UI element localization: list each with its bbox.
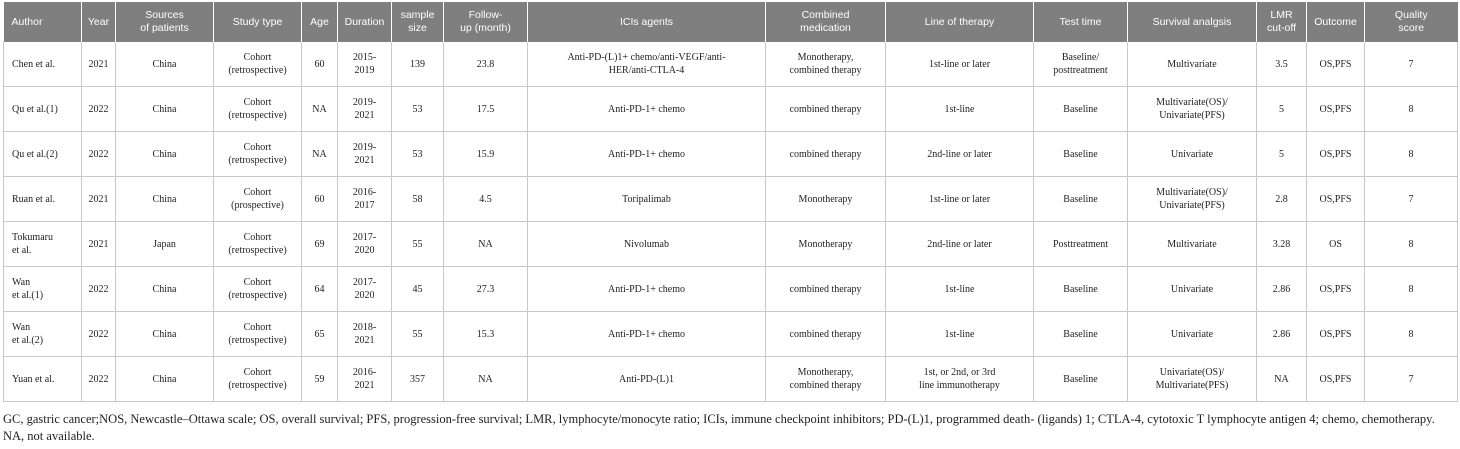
col-study-type: Study type <box>214 2 302 42</box>
cell-text: 2021 <box>88 58 109 70</box>
cell-text: 58 <box>412 193 423 205</box>
cell-text: Anti-PD-1+ chemo <box>607 148 686 160</box>
table-cell <box>1365 132 1458 177</box>
cell-text: 15.3 <box>476 328 495 340</box>
table-cell <box>1257 357 1307 402</box>
cell-text: 53 <box>412 148 423 160</box>
cell-text: 2.86 <box>1272 328 1291 340</box>
cell-text: China <box>152 58 177 70</box>
table-cell <box>4 132 82 177</box>
table-cell <box>214 177 302 222</box>
table-cell <box>528 357 766 402</box>
table-cell <box>528 312 766 357</box>
table-cell <box>886 132 1034 177</box>
table-cell <box>886 267 1034 312</box>
cell-text: Posttreatment <box>1053 238 1108 250</box>
cell-text: NA <box>478 373 493 385</box>
cell-text: combined therapy <box>789 283 862 295</box>
cell-text: Baseline <box>1063 148 1098 160</box>
table-cell <box>116 177 214 222</box>
table-cell <box>886 312 1034 357</box>
table-cell <box>1307 42 1365 87</box>
table-cell <box>116 132 214 177</box>
table-cell <box>302 132 338 177</box>
cell-text: Wan et al.(1) <box>12 277 44 301</box>
table-cell <box>82 357 116 402</box>
cell-text: Monotherapy, combined therapy <box>789 367 862 391</box>
table-cell <box>886 42 1034 87</box>
table-row <box>4 267 1458 312</box>
cell-text: Multivariate(OS)/ Univariate(PFS) <box>1156 187 1228 211</box>
cell-text: Chen et al. <box>12 58 56 70</box>
table-cell <box>1257 312 1307 357</box>
cell-text: combined therapy <box>789 148 862 160</box>
table-cell <box>1307 357 1365 402</box>
table-cell <box>1257 267 1307 312</box>
table-cell <box>302 357 338 402</box>
table-cell <box>82 87 116 132</box>
table-cell <box>116 312 214 357</box>
table-cell <box>528 222 766 267</box>
table-cell <box>302 42 338 87</box>
cell-text: Cohort (retrospective) <box>228 277 287 301</box>
table-cell <box>444 42 528 87</box>
table-cell <box>338 267 392 312</box>
table-cell <box>82 312 116 357</box>
cell-text: Qu et al.(1) <box>12 103 58 115</box>
table-cell <box>1365 222 1458 267</box>
table-row <box>4 177 1458 222</box>
cell-text: 2019- 2021 <box>352 97 377 121</box>
cell-text: 27.3 <box>476 283 495 295</box>
cell-text: 53 <box>412 103 423 115</box>
cell-text: 1st-line or later <box>928 193 991 205</box>
cell-text: 17.5 <box>476 103 495 115</box>
cell-text: 1st, or 2nd, or 3rd line immunotherapy <box>919 367 1000 391</box>
cell-text: combined therapy <box>789 103 862 115</box>
cell-text: Anti-PD-1+ chemo <box>607 283 686 295</box>
table-cell <box>302 312 338 357</box>
cell-text: 1st-line or later <box>928 58 991 70</box>
table-cell <box>214 312 302 357</box>
table-cell <box>1128 177 1257 222</box>
table-row <box>4 132 1458 177</box>
table-cell <box>1257 42 1307 87</box>
table-cell <box>1365 42 1458 87</box>
cell-text: Ruan et al. <box>12 193 56 205</box>
document-page <box>0 2 1460 445</box>
cell-text: 2017- 2020 <box>352 277 377 301</box>
table-cell <box>338 87 392 132</box>
table-row <box>4 312 1458 357</box>
table-cell <box>766 267 886 312</box>
table-cell <box>82 132 116 177</box>
col-test-time: Test time <box>1034 2 1128 42</box>
cell-text: 3.5 <box>1275 58 1288 70</box>
cell-text: 8 <box>1408 238 1414 250</box>
table-row <box>4 42 1458 87</box>
cell-text: Monotherapy, combined therapy <box>789 52 862 76</box>
cell-text: Japan <box>153 238 176 250</box>
cell-text: 2018- 2021 <box>352 322 377 346</box>
table-cell <box>1128 222 1257 267</box>
table-cell <box>338 222 392 267</box>
cell-text: 65 <box>314 328 325 340</box>
cell-text: 1st-line <box>944 283 975 295</box>
col-sources: Sources of patients <box>116 2 214 42</box>
cell-text: Toripalimab <box>622 193 671 205</box>
col-line-of-therapy: Line of therapy <box>886 2 1034 42</box>
col-duration: Duration <box>338 2 392 42</box>
cell-text: OS <box>1329 238 1342 250</box>
table-cell <box>116 87 214 132</box>
table-cell <box>116 42 214 87</box>
table-cell <box>116 357 214 402</box>
table-cell <box>1307 267 1365 312</box>
cell-text: Multivariate <box>1167 238 1217 250</box>
table-cell <box>444 357 528 402</box>
cell-text: Monotherapy <box>798 193 853 205</box>
table-cell <box>1128 312 1257 357</box>
cell-text: Baseline <box>1063 283 1098 295</box>
cell-text: Wan et al.(2) <box>12 322 44 346</box>
table-cell <box>1128 357 1257 402</box>
table-cell <box>766 87 886 132</box>
table-cell <box>1034 357 1128 402</box>
table-cell <box>214 222 302 267</box>
cell-text: 60 <box>314 58 325 70</box>
col-sample-size: sample size <box>392 2 444 42</box>
table-cell <box>338 42 392 87</box>
cell-text: 2022 <box>88 373 109 385</box>
cell-text: 2015- 2019 <box>352 52 377 76</box>
table-cell <box>4 87 82 132</box>
cell-text: Anti-PD-1+ chemo <box>607 103 686 115</box>
col-quality-score: Quality score <box>1365 2 1458 42</box>
table-cell <box>1257 87 1307 132</box>
cell-text: 4.5 <box>479 193 492 205</box>
table-cell <box>528 87 766 132</box>
cell-text: 2019- 2021 <box>352 142 377 166</box>
cell-text: 23.8 <box>476 58 495 70</box>
table-cell <box>338 177 392 222</box>
cell-text: combined therapy <box>789 328 862 340</box>
cell-text: Yuan et al. <box>12 373 55 385</box>
table-cell <box>1034 177 1128 222</box>
cell-text: OS,PFS <box>1319 373 1352 385</box>
table-cell <box>1257 177 1307 222</box>
cell-text: China <box>152 148 177 160</box>
table-cell <box>4 222 82 267</box>
cell-text: Anti-PD-1+ chemo <box>607 328 686 340</box>
table-cell <box>1307 312 1365 357</box>
cell-text: Cohort (retrospective) <box>228 97 287 121</box>
table-cell <box>82 222 116 267</box>
table-cell <box>214 42 302 87</box>
table-cell <box>444 132 528 177</box>
cell-text: Nivolumab <box>624 238 669 250</box>
table-cell <box>1128 267 1257 312</box>
table-cell <box>214 132 302 177</box>
table-row <box>4 222 1458 267</box>
table-cell <box>444 312 528 357</box>
table-cell <box>82 42 116 87</box>
table-cell <box>116 267 214 312</box>
table-cell <box>1307 222 1365 267</box>
cell-text: NA <box>478 238 493 250</box>
col-follow-up: Follow- up (month) <box>444 2 528 42</box>
cell-text: 3.28 <box>1272 238 1291 250</box>
table-cell <box>1307 87 1365 132</box>
table-cell <box>766 312 886 357</box>
cell-text: Multivariate(OS)/ Univariate(PFS) <box>1156 97 1228 121</box>
table-cell <box>214 357 302 402</box>
table-cell <box>82 177 116 222</box>
cell-text: 8 <box>1408 328 1414 340</box>
table-cell <box>392 42 444 87</box>
cell-text: Univariate <box>1170 283 1214 295</box>
table-cell <box>1365 312 1458 357</box>
cell-text: NA <box>312 103 327 115</box>
cell-text: China <box>152 103 177 115</box>
cell-text: 7 <box>1408 193 1414 205</box>
cell-text: 2022 <box>88 103 109 115</box>
cell-text: 1st-line <box>944 328 975 340</box>
cell-text: OS,PFS <box>1319 328 1352 340</box>
cell-text: 2022 <box>88 328 109 340</box>
cell-text: OS,PFS <box>1319 193 1352 205</box>
cell-text: Cohort (retrospective) <box>228 232 287 256</box>
col-outcome: Outcome <box>1307 2 1365 42</box>
table-cell <box>886 87 1034 132</box>
cell-text: 2nd-line or later <box>927 148 992 160</box>
cell-text: China <box>152 283 177 295</box>
cell-text: 2022 <box>88 148 109 160</box>
cell-text: Baseline <box>1063 328 1098 340</box>
cell-text: Cohort (prospective) <box>231 187 284 211</box>
table-cell <box>528 132 766 177</box>
cell-text: NA <box>312 148 327 160</box>
cell-text: 2017- 2020 <box>352 232 377 256</box>
cell-text: 2016- 2021 <box>352 367 377 391</box>
cell-text: Baseline <box>1063 373 1098 385</box>
table-cell <box>1365 177 1458 222</box>
table-row <box>4 87 1458 132</box>
cell-text: Monotherapy <box>798 238 853 250</box>
col-age: Age <box>302 2 338 42</box>
table-cell <box>1034 267 1128 312</box>
table-row <box>4 357 1458 402</box>
table-cell <box>214 267 302 312</box>
table-cell <box>1257 222 1307 267</box>
cell-text: 2021 <box>88 238 109 250</box>
table-cell <box>1307 132 1365 177</box>
table-cell <box>1257 132 1307 177</box>
table-cell <box>1034 87 1128 132</box>
table-cell <box>392 222 444 267</box>
table-cell <box>392 132 444 177</box>
table-cell <box>886 222 1034 267</box>
col-author: Author <box>4 2 82 42</box>
table-cell <box>528 267 766 312</box>
cell-text: 2016- 2017 <box>352 187 377 211</box>
cell-text: 2022 <box>88 283 109 295</box>
cell-text: Baseline <box>1063 193 1098 205</box>
table-cell <box>444 87 528 132</box>
table-cell <box>1365 357 1458 402</box>
table-cell <box>338 357 392 402</box>
cell-text: 7 <box>1408 58 1414 70</box>
table-body <box>4 42 1458 402</box>
cell-text: Cohort (retrospective) <box>228 52 287 76</box>
table-cell <box>528 177 766 222</box>
table-cell <box>886 177 1034 222</box>
cell-text: 69 <box>314 238 325 250</box>
cell-text: 2021 <box>88 193 109 205</box>
table-cell <box>1128 87 1257 132</box>
table-cell <box>392 312 444 357</box>
table-cell <box>1128 42 1257 87</box>
table-cell <box>444 177 528 222</box>
cell-text: 8 <box>1408 148 1414 160</box>
table-cell <box>302 177 338 222</box>
cell-text: Cohort (retrospective) <box>228 142 287 166</box>
cell-text: Anti-PD-(L)1+ chemo/anti-VEGF/anti- HER/anti-CTLA-4 <box>567 52 726 76</box>
table-cell <box>392 357 444 402</box>
cell-text: 139 <box>410 58 425 70</box>
table-cell <box>766 357 886 402</box>
table-cell <box>392 87 444 132</box>
table-cell <box>302 87 338 132</box>
cell-text: NA <box>1274 373 1289 385</box>
cell-text: 55 <box>412 328 423 340</box>
table-cell <box>4 312 82 357</box>
cell-text: OS,PFS <box>1319 283 1352 295</box>
table-cell <box>1034 42 1128 87</box>
cell-text: 64 <box>314 283 325 295</box>
cell-text: 2.86 <box>1272 283 1291 295</box>
cell-text: 55 <box>412 238 423 250</box>
table-cell <box>528 42 766 87</box>
cell-text: Cohort (retrospective) <box>228 322 287 346</box>
cell-text: 7 <box>1408 373 1414 385</box>
table-cell <box>1034 222 1128 267</box>
table-cell <box>214 87 302 132</box>
cell-text: 8 <box>1408 103 1414 115</box>
table-cell <box>766 42 886 87</box>
cell-text: 5 <box>1279 148 1284 160</box>
table-cell <box>1365 87 1458 132</box>
cell-text: 1st-line <box>944 103 975 115</box>
table-cell <box>1128 132 1257 177</box>
cell-text: Univariate <box>1170 328 1214 340</box>
cell-text: 15.9 <box>476 148 495 160</box>
table-cell <box>4 177 82 222</box>
table-cell <box>116 222 214 267</box>
table-footnote: GC, gastric cancer;NOS, Newcastle–Ottawa scale; OS, overall survival; PFS, progression-free survival; LMR, lymphocyte/monocyte ratio; ICIs, immune checkpoint inhibitors; PD-(L)1, programmed death- (ligands) 1; CTLA-4, cytotoxic T lymphocyte antigen 4; chemo, chemotherapy. NA, not available. <box>3 412 1435 443</box>
cell-text: 45 <box>412 283 423 295</box>
cell-text: 60 <box>314 193 325 205</box>
table-cell <box>444 267 528 312</box>
table-header-row <box>4 2 1458 42</box>
table-cell <box>338 312 392 357</box>
table-cell <box>444 222 528 267</box>
cell-text: 8 <box>1408 283 1414 295</box>
table-cell <box>886 357 1034 402</box>
cell-text: 357 <box>410 373 425 385</box>
table-cell <box>1034 132 1128 177</box>
table-cell <box>1365 267 1458 312</box>
table-cell <box>1307 177 1365 222</box>
col-icis-agents: ICIs agents <box>528 2 766 42</box>
study-characteristics-table <box>3 2 1458 402</box>
cell-text: Cohort (retrospective) <box>228 367 287 391</box>
cell-text: Multivariate <box>1167 58 1217 70</box>
table-cell <box>338 132 392 177</box>
cell-text: Univariate(OS)/ Multivariate(PFS) <box>1155 367 1229 391</box>
table-cell <box>392 177 444 222</box>
cell-text: Baseline <box>1063 103 1098 115</box>
cell-text: OS,PFS <box>1319 103 1352 115</box>
cell-text: OS,PFS <box>1319 58 1352 70</box>
cell-text: 2.8 <box>1275 193 1288 205</box>
table-cell <box>4 267 82 312</box>
table-cell <box>4 357 82 402</box>
col-year: Year <box>82 2 116 42</box>
table-cell <box>1034 312 1128 357</box>
table-cell <box>4 42 82 87</box>
cell-text: Qu et al.(2) <box>12 148 58 160</box>
cell-text: Univariate <box>1170 148 1214 160</box>
cell-text: China <box>152 193 177 205</box>
table-cell <box>302 267 338 312</box>
cell-text: 2nd-line or later <box>927 238 992 250</box>
table-cell <box>392 267 444 312</box>
cell-text: OS,PFS <box>1319 148 1352 160</box>
table-cell <box>766 222 886 267</box>
cell-text: Anti-PD-(L)1 <box>619 373 674 385</box>
col-survival-analysis: Survival analgsis <box>1128 2 1257 42</box>
col-combined-medication: Combined medication <box>766 2 886 42</box>
table-cell <box>766 177 886 222</box>
col-lmr-cutoff: LMR cut-off <box>1257 2 1307 42</box>
table-cell <box>766 132 886 177</box>
cell-text: Tokumaru et al. <box>12 232 53 256</box>
cell-text: Baseline/ posttreatment <box>1053 52 1108 76</box>
cell-text: 59 <box>314 373 325 385</box>
cell-text: 5 <box>1279 103 1284 115</box>
cell-text: China <box>152 328 177 340</box>
table-cell <box>302 222 338 267</box>
table-cell <box>82 267 116 312</box>
cell-text: China <box>152 373 177 385</box>
